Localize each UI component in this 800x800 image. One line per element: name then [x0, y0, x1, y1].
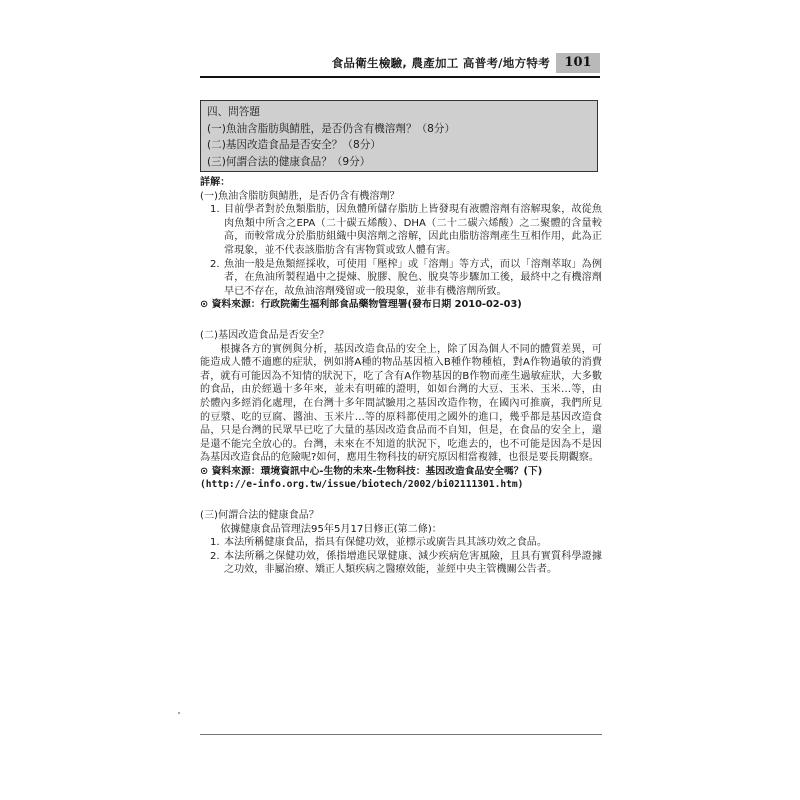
item-number: 2. [210, 258, 220, 270]
answer-label: 詳解： [200, 177, 231, 188]
section3-intro: 依據健康食品管理法95年5月17日修正(第二條)： [220, 523, 442, 535]
section3-title: (三)何謂合法的健康食品？ [200, 510, 319, 522]
item-number: 1. [210, 204, 220, 216]
footer-rule [200, 734, 602, 735]
item-text: 目前學者對於魚類脂肪，因魚體所儲存脂肪上皆發現有液體溶劑有溶解現象，故從魚肉魚類中所含之EPA（二十碳五烯酸）、DHA（二十二碳六烯酸）之二聚體的含量較高，而較常成分於脂肪組織中與溶劑之溶解，因此由脂肪溶劑產生互相作用，此為正常現象，並不代表該脂肪含有害物質或致人體有害。 [224, 204, 602, 256]
item-text: 本法所稱之保健功效，係指增進民眾健康、減少疾病危害風險，且具有實質科學證據之功效，非屬治療、矯正人類疾病之醫療效能，並經中央主管機關公告者。 [224, 550, 602, 576]
header-rule [200, 76, 600, 78]
section1-item [200, 258, 602, 299]
item-number: 1. [210, 537, 220, 549]
source-citation: ⊙ 資料來源：行政院衛生福利部食品藥物管理署(發布日期 2010-02-03) [200, 299, 522, 311]
section2-paragraph: 根據各方的實例與分析，基因改造食品的安全上，除了因為個人不同的體質差異，可能造成人體不適應的症狀，例如將A種的物品基因植入B種作物種植，對A作物過敏的消費者，就有可能因為不知情的狀況下，吃了含有A作物基因的B作物而產生過敏症狀，大多數的食品，由於經過十多年來，並未有明確的證明，如如台灣的大豆、玉米、玉米…等，由於體內多經消化處理，在台灣十多年間試驗用之基因改造作物，在國內可推廣，我們所見的豆漿、吃的豆腐、醬油、玉米片…等的原料都使用之國外的進口，幾乎都是基因改造食品，只是台灣的民眾早已吃了大量的基因改造食品而不自知，但是，在食品的安全上，還是還不能完全放心的。台灣，未來在不知道的狀況下，吃進去的，也不可能是因為不是因為基因改造食品的危險呢?如何，應用生物科技的研究原因相當複雜，也很是要長期觀察。 [200, 343, 602, 464]
question-item: (三)何謂合法的健康食品？（9分） [207, 155, 371, 168]
source-url: (http://e-info.org.tw/issue/biotech/2002/bi02111301.htm) [200, 479, 524, 491]
question-item: (一)魚油含脂肪與鯖胜，是否仍含有機溶劑？（8分） [207, 122, 456, 135]
section1-item [200, 203, 602, 257]
section3-item [200, 550, 602, 577]
spacer [200, 312, 602, 329]
source-citation: ⊙ 資料來源：環境資訊中心-生物的未來-生物科技：基因改造食品安全嗎？(下) [200, 465, 543, 477]
question-box [200, 100, 598, 172]
section2-title: (二)基因改造食品是否安全？ [200, 329, 330, 341]
item-text: 魚油一般是魚類經採收，可使用「壓榨」或「溶劑」等方式，而以「溶劑萃取」為例者，在魚油所製程過中之提煉、脫膠、脫色、脫臭等步驟加工後，最終中之有機溶劑早已不存在，故魚油溶劑殘留或一般現象，並非有機溶劑所致。 [224, 258, 602, 297]
answer-content [200, 176, 602, 577]
running-header: 食品衛生檢驗, 農產加工 高普考/地方特考 [331, 56, 550, 70]
spacer [200, 492, 602, 509]
item-text: 本法所稱健康食品，指具有保健功效，並標示或廣告具其該功效之食品。 [224, 537, 547, 549]
question-item: (二)基因改造食品是否安全？（8分） [207, 139, 381, 151]
scan-speck [178, 712, 180, 714]
page-number: 101 [556, 53, 600, 73]
question-heading: 四、問答題 [207, 106, 260, 118]
item-number: 2. [210, 550, 220, 562]
section1-title: (一)魚油含脂肪與鯖胜，是否仍含有機溶劑？ [200, 190, 400, 202]
section3-item [200, 536, 602, 550]
